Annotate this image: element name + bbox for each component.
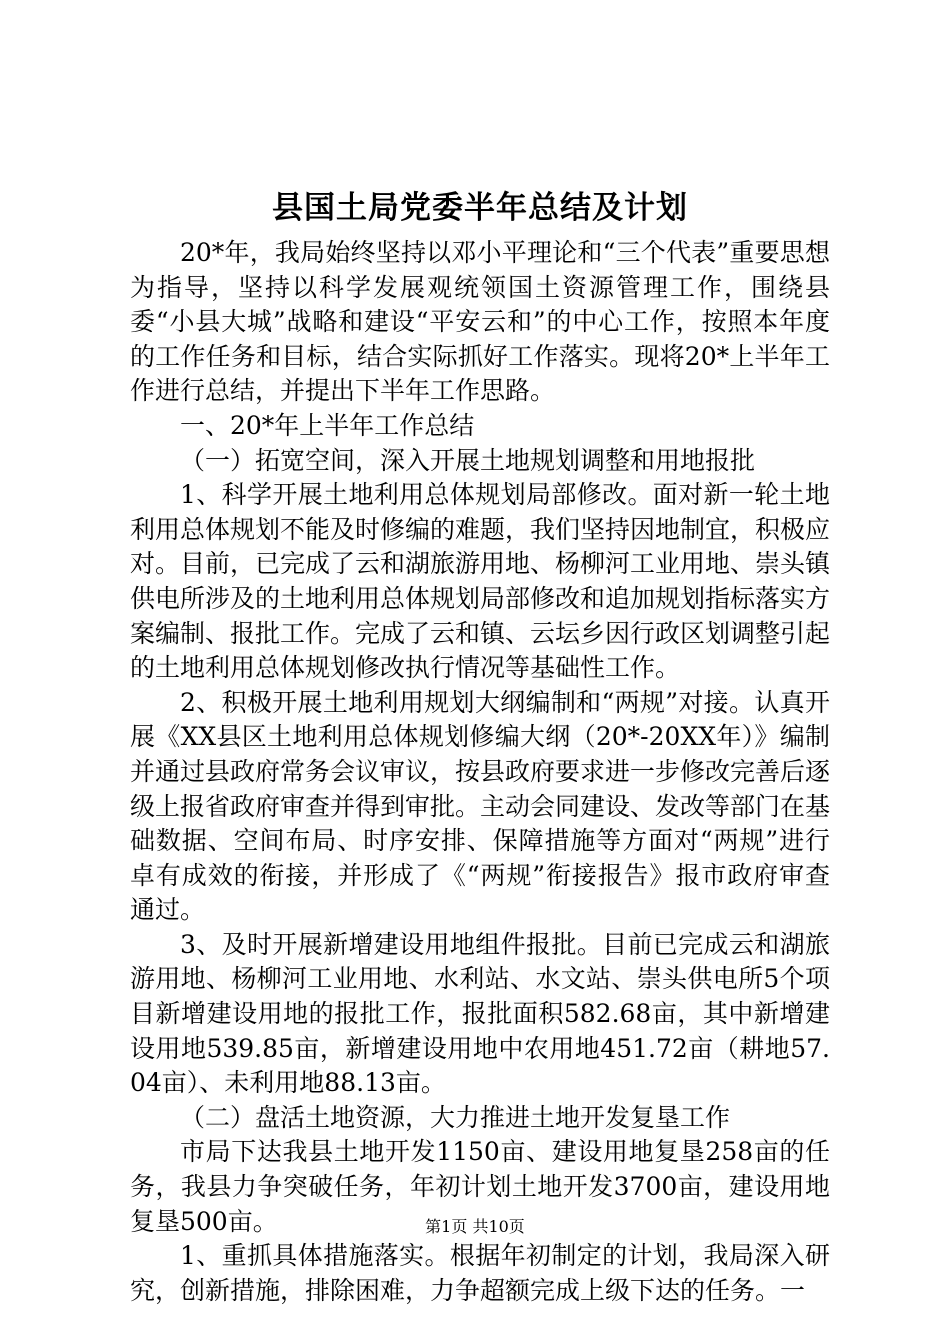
document-title: 县国土局党委半年总结及计划: [272, 190, 688, 226]
body-paragraph-1: 1、科学开展土地利用总体规划局部修改。面对新一轮土地利用总体规划不能及时修编的难题，我们坚持因地制宜，积极应对。目前，已完成了云和湖旅游用地、杨柳河工业用地、崇头镇供电所涉及的土地利用总体规划局部修改和追加规划指标落实方案编制、报批工作。完成了云和镇、云坛乡因行政区划调整引起的土地利用总体规划修改执行情况等基础性工作。: [130, 480, 831, 683]
body-paragraph-2: 2、积极开展土地利用规划大纲编制和“两规”对接。认真开展《XX县区土地利用总体规划修编大纲（20*-20XX年）》编制并通过县政府常务会议审议，按县政府要求进一步修改完善后逐级上报省政府审查并得到审批。主动会同建设、发改等部门在基础数据、空间布局、时序安排、保障措施等方面对“两规”进行卓有成效的衔接，并形成了《“两规”衔接报告》报市政府审查通过。: [130, 687, 831, 925]
body-paragraph-3: 3、及时开展新增建设用地组件报批。目前已完成云和湖旅游用地、杨柳河工业用地、水利站、水文站、崇头供电所5个项目新增建设用地的报批工作，报批面积582.68亩，其中新增建设用地539.85亩，新增建设用地中农用地451.72亩（耕地57.04亩）、未利用地88.13亩。: [130, 929, 830, 1098]
intro-paragraph: 20*年，我局始终坚持以邓小平理论和“三个代表”重要思想为指导，坚持以科学发展观统领国土资源管理工作，围绕县委“小县大城”战略和建设“平安云和”的中心工作，按照本年度的工作任务和目标，结合实际抓好工作落实。现将20*上半年工作进行总结，并提出下半年工作思路。: [130, 238, 830, 406]
subsection-heading-1: （一）拓宽空间，深入开展土地规划调整和用地报批: [180, 445, 756, 475]
section-heading-1: 一、20*年上半年工作总结: [180, 410, 475, 440]
body-paragraph-5: 1、重抓具体措施落实。根据年初制定的计划，我局深入研究，创新措施，排除困难，力争超额完成上级下达的任务。一: [130, 1241, 830, 1305]
document-body: [130, 186, 830, 1308]
body-paragraph-4: 市局下达我县土地开发1150亩、建设用地复垦258亩的任务，我县力争突破任务，年初计划土地开发3700亩，建设用地复垦500亩。: [130, 1137, 830, 1236]
subsection-heading-2: （二）盘活土地资源，大力推进土地开发复垦工作: [180, 1102, 731, 1132]
page-number-footer: 第1页 共10页: [425, 1217, 525, 1236]
